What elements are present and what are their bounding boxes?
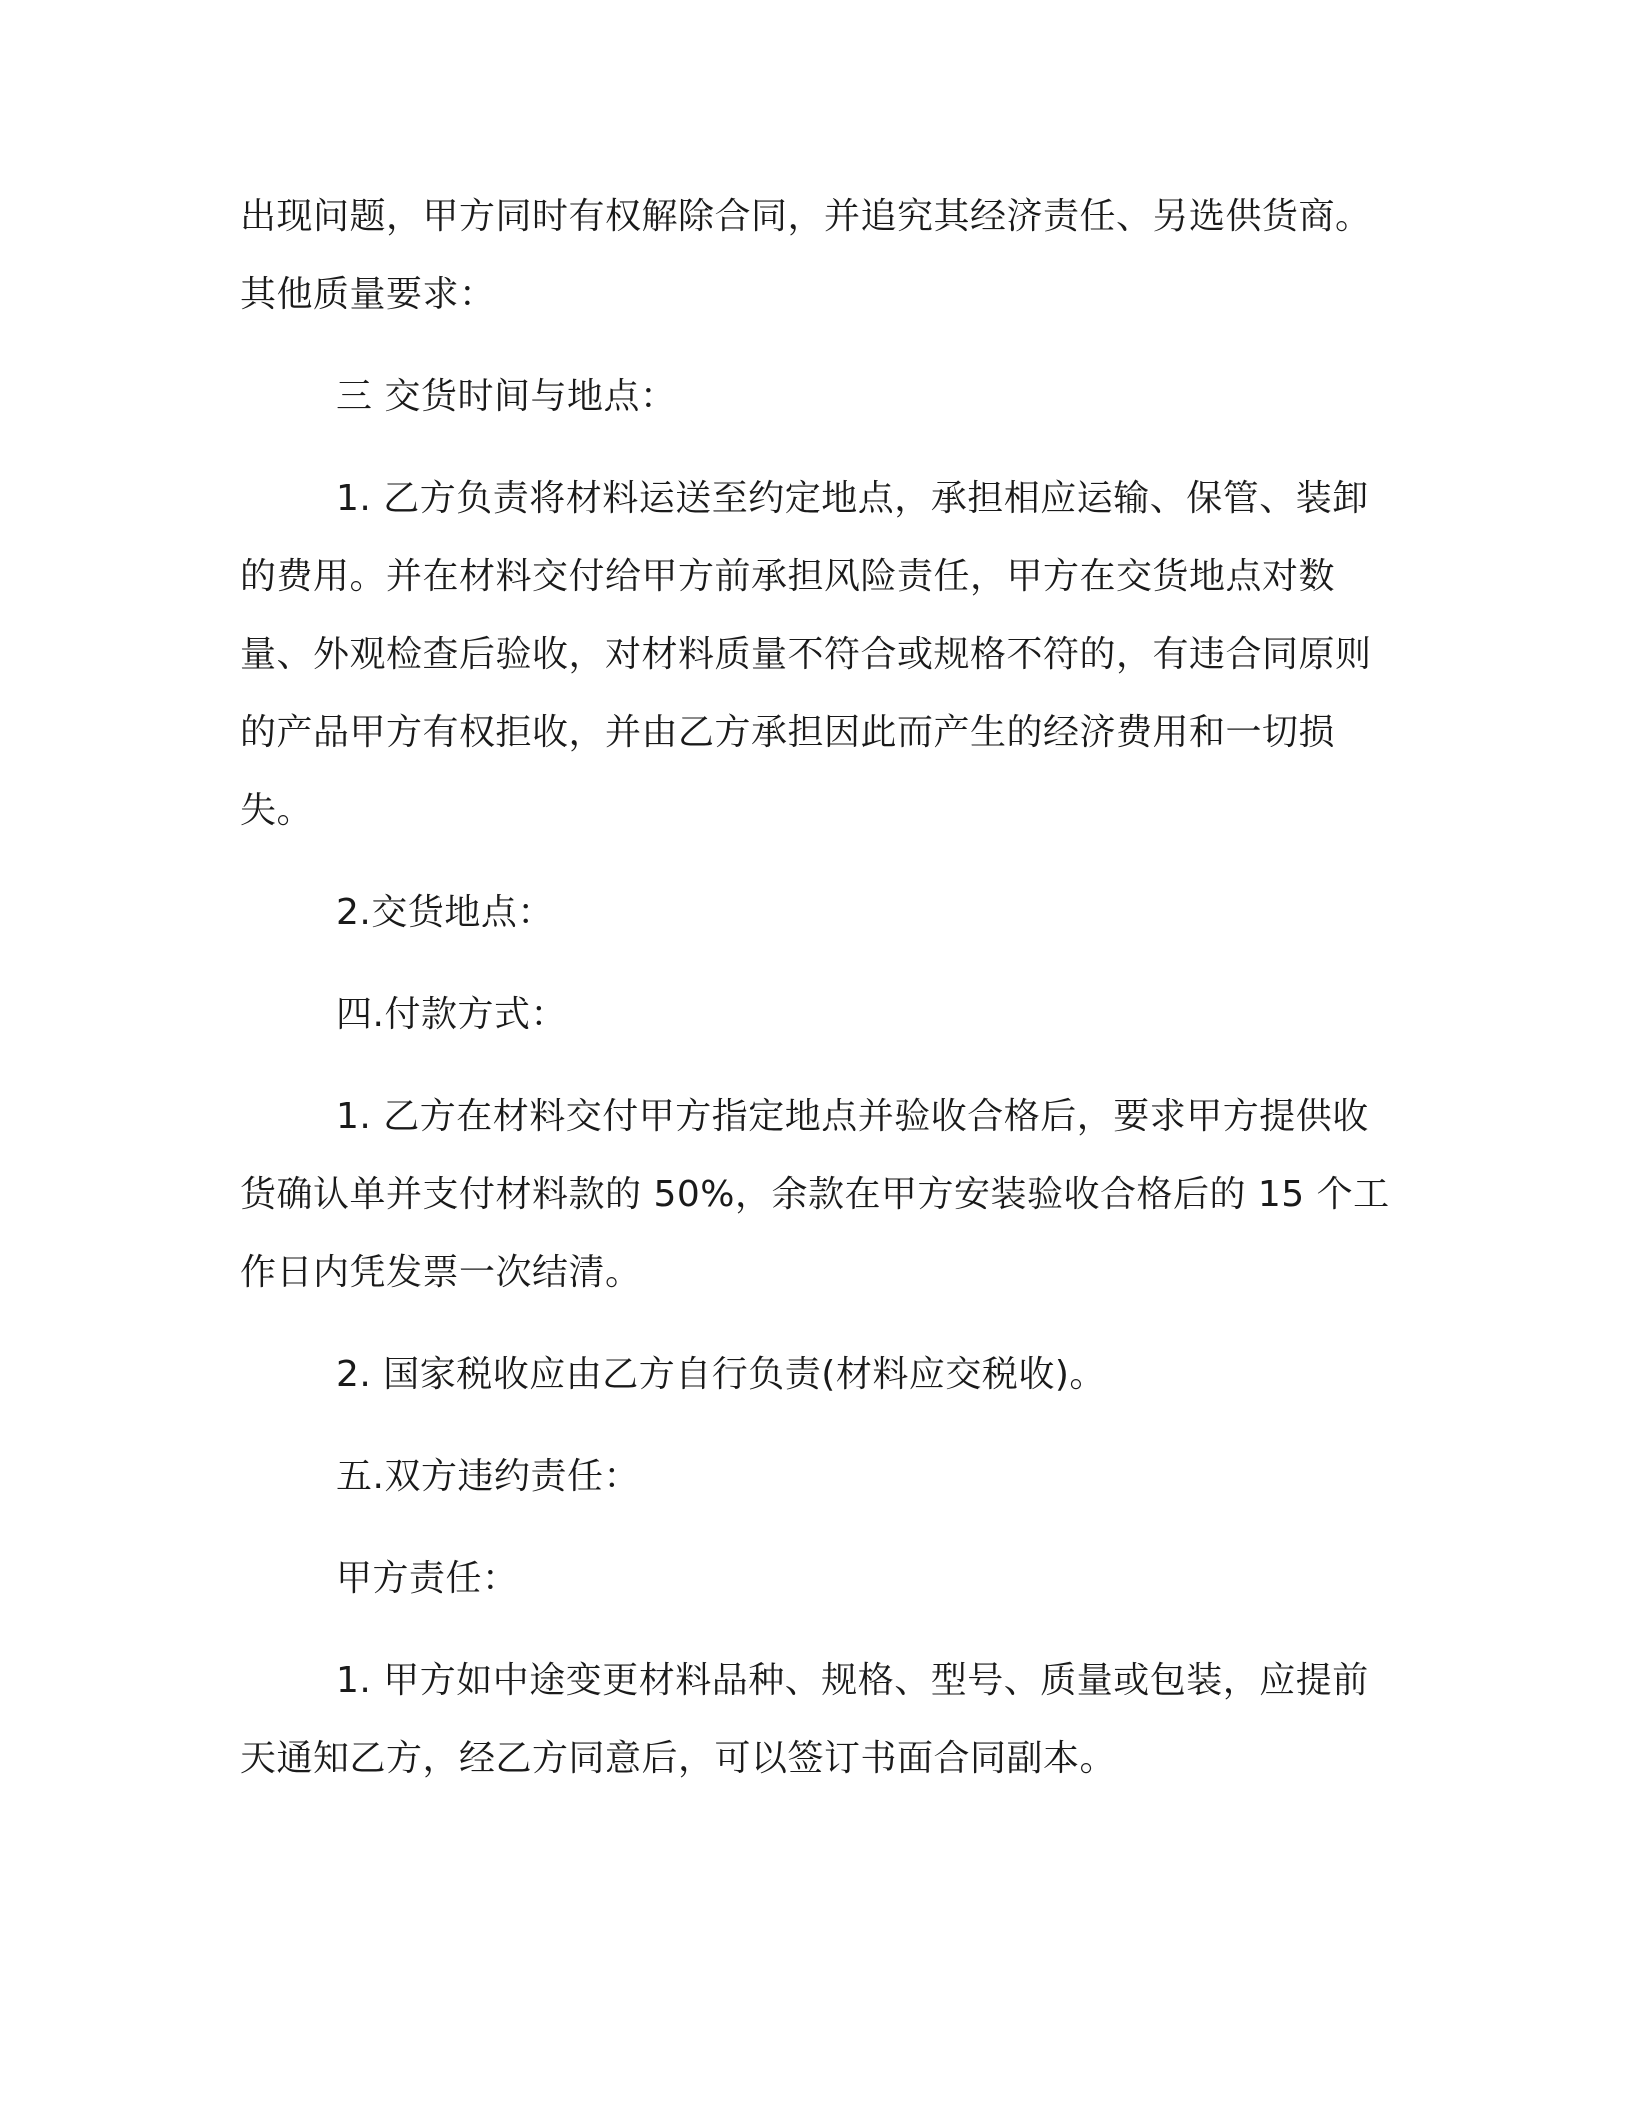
paragraph-delivery-responsibility: 1. 乙方负责将材料运送至约定地点，承担相应运输、保管、装卸的费用。并在材料交付给甲方前承担风险责任，甲方在交货地点对数量、外观检查后验收，对材料质量不符合或规格不符的，有违合同原则的产品甲方有权拒收，并由乙方承担因此而产生的经济费用和一切损失。 (240, 478, 1372, 831)
paragraph-delivery-place: 2.交货地点： (336, 892, 554, 933)
paragraph-quality-continuation: 出现问题，甲方同时有权解除合同，并追究其经济责任、另选供货商。其他质量要求： (240, 196, 1372, 315)
heading-party-a-liability: 甲方责任： (336, 1558, 519, 1599)
paragraph-party-a-change: 1. 甲方如中途变更材料品种、规格、型号、质量或包装，应提前天通知乙方，经乙方同意后，可以签订书面合同副本。 (240, 1660, 1369, 1779)
heading-breach-liability: 五.双方违约责任： (336, 1456, 640, 1497)
paragraph-tax: 2. 国家税收应由乙方自行负责(材料应交税收)。 (336, 1354, 1106, 1395)
heading-payment-method: 四.付款方式： (336, 994, 567, 1035)
heading-delivery-time-place: 三 交货时间与地点： (336, 376, 677, 417)
paragraph-payment-terms: 1. 乙方在材料交付甲方指定地点并验收合格后，要求甲方提供收货确认单并支付材料款的 50%，余款在甲方安装验收合格后的 15 个工作日内凭发票一次结清。 (240, 1096, 1390, 1293)
